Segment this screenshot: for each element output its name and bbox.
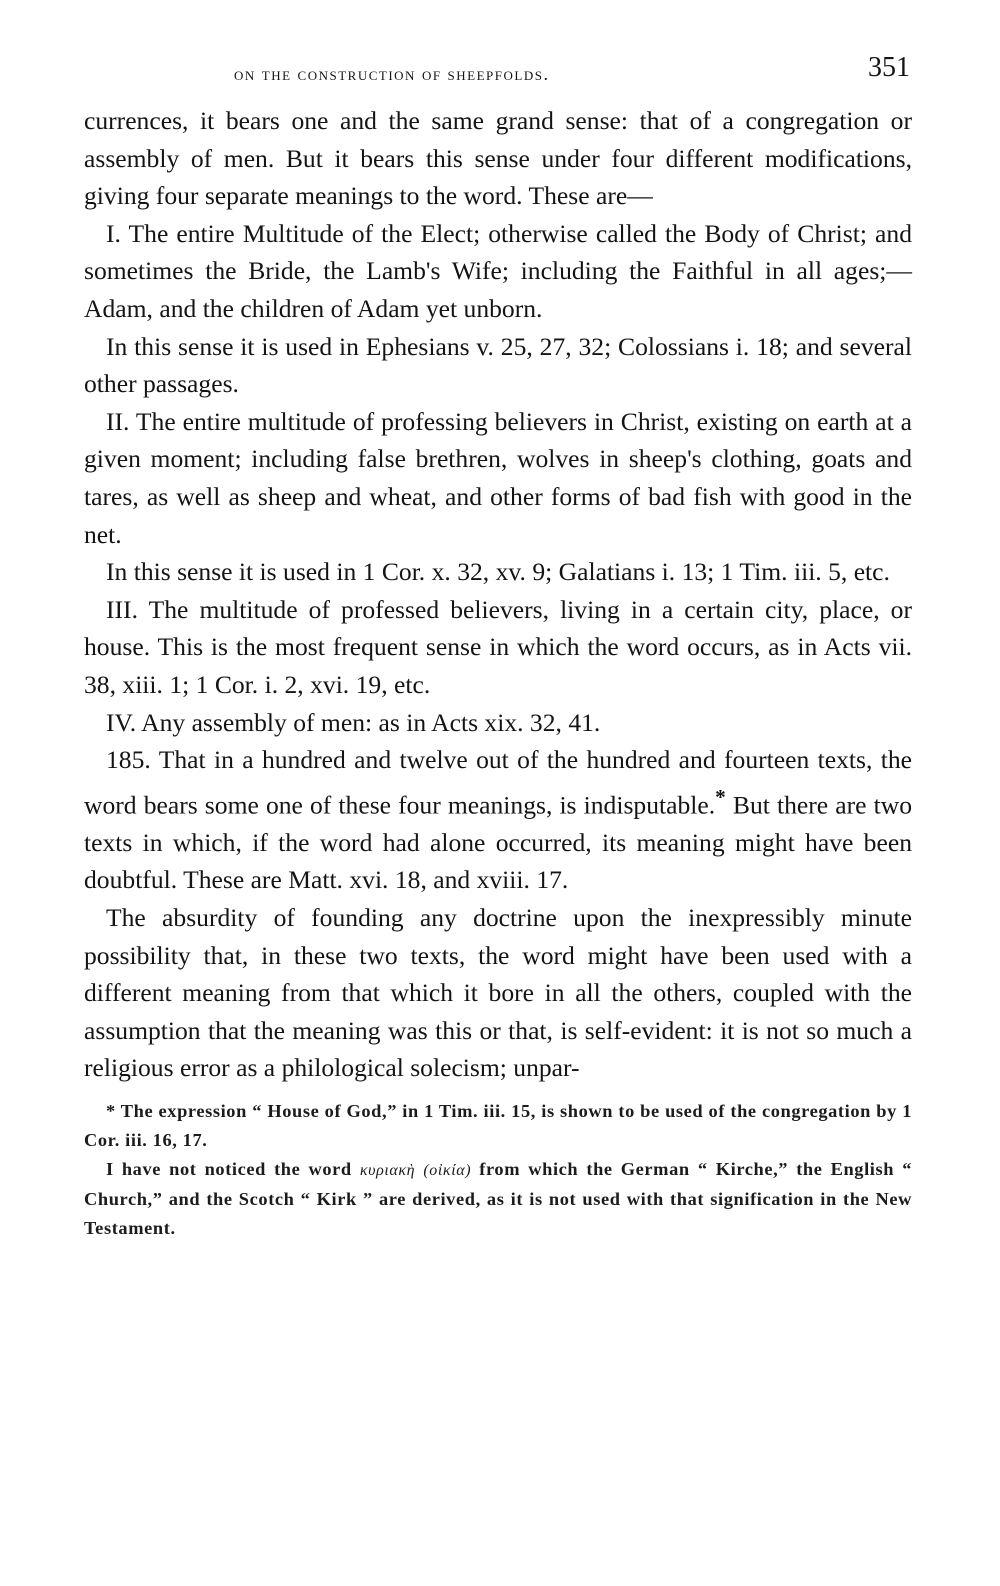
paragraph: In this sense it is used in 1 Cor. x. 32, xv. 9; Galatians i. 13; 1 Tim. iii. 5, etc. (106, 557, 890, 587)
paragraph: currences, it bears one and the same grand sense: that of a congregation or assembly of men. But it bears this sense under four different modifications, giving four separate meanings to the word. These are— (84, 106, 912, 211)
body-text (84, 102, 912, 1087)
footnote-text: The expression “ House of God,” in 1 Tim. iii. 15, is shown to be used of the congregation by 1 Cor. iii. 16, 17. (84, 1100, 912, 1150)
paragraph: I. The entire Multitude of the Elect; otherwise called the Body of Christ; and sometimes the Bride, the Lamb's Wife; including the Faithful in all ages;—Adam, and the children of Adam yet unborn. (84, 218, 912, 323)
greek-word: κυριακὴ (359, 1161, 416, 1179)
page-number: 351 (868, 52, 910, 83)
book-page (84, 52, 912, 1243)
footnote (84, 1097, 912, 1155)
paragraph (84, 741, 912, 899)
footnote (84, 1155, 912, 1243)
footnotes (84, 1097, 912, 1243)
paragraph: IV. Any assembly of men: as in Acts xix. 32, 41. (106, 707, 601, 737)
paragraph: III. The multitude of professed believers, living in a certain city, place, or house. This is the most frequent sense in which the word occurs, as in Acts vii. 38, xiii. 1; 1 Cor. i. 2, xvi. 19, etc. (84, 594, 912, 699)
paragraph: II. The entire multitude of professing believers in Christ, existing on earth at a given moment; including false brethren, wolves in sheep's clothing, goats and tares, as well as sheep and wheat, and other forms of bad fish with good in the net. (84, 406, 912, 549)
footnote-text: I have not noticed the word (106, 1158, 360, 1179)
page-header (84, 52, 912, 102)
running-head: on the construction of sheepfolds. (234, 64, 550, 84)
footnote-reference[interactable]: * (715, 784, 726, 809)
footnote-mark: * (106, 1100, 116, 1121)
paragraph-text: 185. That in a hundred and twelve out of the hundred and fourteen texts, the word bears some one of these four meanings, is indisputable. (84, 745, 912, 820)
paragraph-text: But there are two texts in which, if the word had alone occurred, its meaning might have been doubtful. These are Matt. xvi. 18, and xviii. 17. (84, 790, 912, 895)
paragraph: In this sense it is used in Ephesians v. 25, 27, 32; Colossians i. 18; and several other passages. (84, 331, 912, 399)
paragraph: The absurdity of founding any doctrine upon the inexpressibly minute possibility that, in these two texts, the word might have been used with a different meaning from that which it bore in all the others, coupled with the assumption that the meaning was this or that, is self-evident: it is not so much a religious error as a philological solecism; unpar- (84, 903, 912, 1083)
footnote-text: from which the German “ Kirche,” the English “ Church,” and the Scotch “ Kirk ” are derived, as it is not used with that signification in the New Testament. (84, 1158, 912, 1238)
greek-word: (οἰκία) (423, 1161, 472, 1179)
